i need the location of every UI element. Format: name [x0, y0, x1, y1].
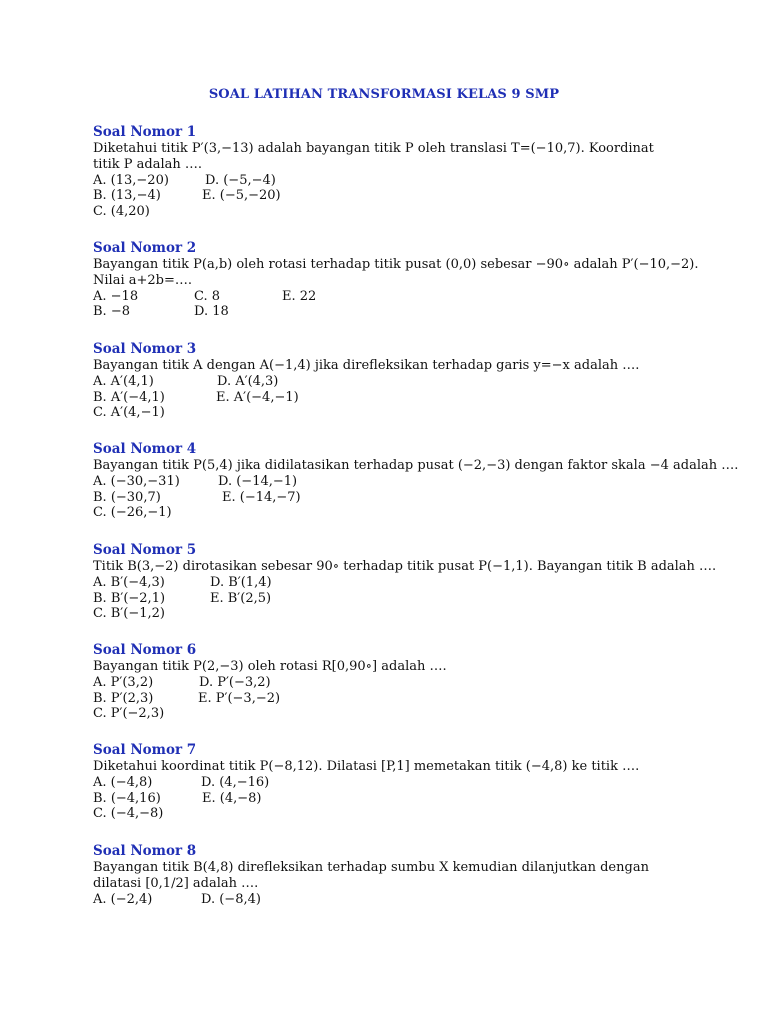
answer-option: D. (−14,−1) [218, 473, 298, 489]
question-heading: Soal Nomor 7 [93, 742, 197, 758]
option-row [93, 775, 693, 791]
option-row [93, 591, 693, 607]
answer-option: D. 18 [194, 304, 229, 320]
question-heading: Soal Nomor 1 [93, 124, 197, 140]
question-3 [93, 341, 693, 421]
option-row [93, 575, 693, 591]
answer-option: B. −8 [93, 304, 130, 320]
answer-option: A. (−2,4) [93, 891, 153, 907]
answer-option: E. B′(2,5) [210, 590, 272, 606]
answer-option: A. A′(4,1) [93, 373, 154, 389]
option-row [93, 505, 693, 521]
answer-option: A. P′(3,2) [93, 674, 154, 690]
answer-option: C. (−26,−1) [93, 505, 172, 521]
question-2 [93, 240, 699, 320]
answer-option: A. (−4,8) [93, 774, 153, 790]
answer-option: A. B′(−4,3) [93, 574, 165, 590]
answer-option: A. −18 [93, 288, 139, 304]
question-heading: Soal Nomor 6 [93, 642, 197, 658]
question-7 [93, 742, 693, 822]
answer-option: E. (−5,−20) [202, 188, 281, 204]
answer-option: C. B′(−1,2) [93, 606, 165, 622]
answer-option: D. B′(1,4) [210, 574, 272, 590]
option-row [93, 173, 693, 189]
document-title: SOAL LATIHAN TRANSFORMASI KELAS 9 SMP [208, 87, 560, 102]
question-4 [93, 441, 739, 521]
question-text: Bayangan titik P(5,4) jika didilatasikan terhadap pusat (−2,−3) dengan faktor skala −4 adalah …. [93, 458, 739, 473]
question-text: Nilai a+2b=…. [93, 272, 192, 288]
answer-option: A. (−30,−31) [93, 473, 180, 489]
answer-option: D. (−5,−4) [205, 172, 276, 188]
question-text: Bayangan titik P(a,b) oleh rotasi terhadap titik pusat (0,0) sebesar −90∘ adalah P′(−10,−2). [93, 257, 699, 272]
question-text: Diketahui titik P′(3,−13) adalah bayangan titik P oleh translasi T=(−10,7). Koordinat [93, 141, 654, 156]
option-row [93, 791, 693, 807]
option-row [93, 374, 693, 390]
option-row [93, 289, 693, 305]
option-row [93, 474, 693, 490]
option-row [93, 806, 693, 822]
answer-option: B. (13,−4) [93, 188, 161, 204]
answer-option: B. (−30,7) [93, 489, 161, 505]
question-8 [93, 843, 693, 907]
option-row [93, 405, 693, 421]
question-6 [93, 642, 693, 722]
answer-option: C. (−4,−8) [93, 806, 164, 822]
option-row [93, 675, 693, 691]
question-heading: Soal Nomor 3 [93, 341, 197, 357]
question-1 [93, 124, 693, 220]
answer-option: E. 22 [282, 288, 317, 304]
answer-option: E. (4,−8) [202, 790, 262, 806]
answer-option: B. A′(−4,1) [93, 389, 165, 405]
answer-option: A. (13,−20) [93, 172, 169, 188]
question-text: titik P adalah …. [93, 156, 203, 172]
option-row [93, 606, 693, 622]
option-row [93, 204, 693, 220]
option-row [93, 304, 693, 320]
answer-option: E. P′(−3,−2) [198, 690, 281, 706]
answer-option: B. P′(2,3) [93, 690, 154, 706]
answer-option: B. (−4,16) [93, 790, 161, 806]
answer-option: C. 8 [194, 288, 221, 304]
option-row [93, 706, 693, 722]
question-heading: Soal Nomor 5 [93, 542, 197, 558]
question-heading: Soal Nomor 8 [93, 843, 197, 859]
question-text: dilatasi [0,1/2] adalah …. [93, 875, 259, 891]
answer-option: C. P′(−2,3) [93, 706, 165, 722]
answer-option: B. B′(−2,1) [93, 590, 166, 606]
answer-option: D. (−8,4) [201, 891, 261, 907]
question-text: Bayangan titik P(2,−3) oleh rotasi R[0,90∘] adalah …. [93, 659, 447, 674]
question-text: Diketahui koordinat titik P(−8,12). Dilatasi [P,1] memetakan titik (−4,8) ke titik …. [93, 759, 640, 774]
answer-option: D. (4,−16) [201, 774, 270, 790]
question-5 [93, 542, 717, 622]
option-row [93, 490, 693, 506]
option-row [93, 188, 693, 204]
answer-option: C. A′(4,−1) [93, 405, 165, 421]
question-heading: Soal Nomor 2 [93, 240, 197, 256]
question-text: Bayangan titik B(4,8) direfleksikan terhadap sumbu X kemudian dilanjutkan dengan [93, 860, 649, 875]
answer-option: E. A′(−4,−1) [216, 389, 299, 405]
answer-option: E. (−14,−7) [222, 489, 301, 505]
option-row [93, 691, 693, 707]
option-row [93, 390, 693, 406]
question-text: Bayangan titik A dengan A(−1,4) jika direfleksikan terhadap garis y=−x adalah …. [93, 358, 640, 373]
answer-option: C. (4,20) [93, 204, 150, 220]
answer-option: D. A′(4,3) [217, 373, 279, 389]
question-text: Titik B(3,−2) dirotasikan sebesar 90∘ terhadap titik pusat P(−1,1). Bayangan titik B adalah …. [93, 559, 717, 574]
option-row [93, 892, 693, 908]
answer-option: D. P′(−3,2) [199, 674, 271, 690]
question-heading: Soal Nomor 4 [93, 441, 197, 457]
